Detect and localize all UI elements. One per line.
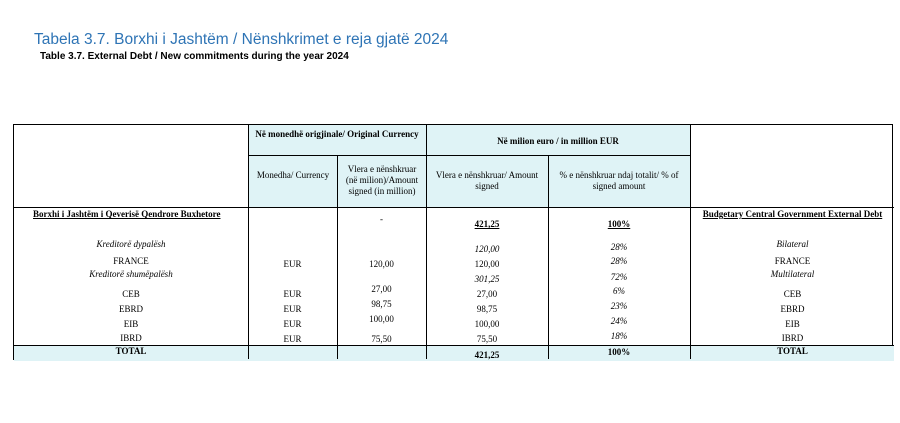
row-percent: 28% <box>610 256 628 266</box>
row-label-al: IBRD <box>120 333 142 343</box>
row-label-en: CEB <box>783 289 802 299</box>
row-label-en: EBRD <box>780 304 805 314</box>
row-label-al: CEB <box>122 289 140 299</box>
row-currency: EUR <box>283 319 302 329</box>
header-million-eur: Në milion euro / in million EUR <box>497 136 619 146</box>
row-label-en: Bilateral <box>776 239 809 249</box>
total-label-al: TOTAL <box>115 346 147 356</box>
page-subtitle: Table 3.7. External Debt / New commitments during the year 2024 <box>40 51 349 62</box>
row-percent: 6% <box>613 286 625 296</box>
section-label-al: Borxhi i Jashtëm i Qeverisë Qendrore Buxhetore <box>33 209 221 219</box>
header-amount-original: Vlera e nënshkruar (në milion)/Amount signed (in million) <box>345 164 419 196</box>
row-percent: 18% <box>610 331 628 341</box>
row-label-al: Kreditorë dypalësh <box>96 239 166 249</box>
header-percent: % e nënshkruar ndaj totalit/ % of signed amount <box>559 170 679 191</box>
header-amount-eur: Vlera e nënshkruar/ Amount signed <box>435 170 539 191</box>
row-amount-eur: 100,00 <box>474 319 500 329</box>
section-amount-original: - <box>380 214 383 224</box>
total-amount-eur: 421,25 <box>474 350 500 360</box>
total-label-en: TOTAL <box>777 346 808 356</box>
row-label-en: EIB <box>785 319 800 329</box>
row-amount-eur: 120,00 <box>474 244 500 254</box>
row-label-en: FRANCE <box>774 256 811 266</box>
page-title: Tabela 3.7. Borxhi i Jashtëm / Nënshkrimet e reja gjatë 2024 <box>34 31 449 48</box>
row-percent: 24% <box>610 316 628 326</box>
row-amount-eur: 75,50 <box>476 334 498 344</box>
external-debt-table <box>13 124 893 360</box>
section-percent: 100% <box>607 219 631 229</box>
row-amount-original: 120,00 <box>369 259 394 269</box>
row-label-al: EIB <box>123 319 139 329</box>
row-label-en: Multilateral <box>770 269 815 279</box>
row-amount-original: 98,75 <box>371 299 392 309</box>
row-label-en: IBRD <box>781 333 804 343</box>
section-label-en: Budgetary Central Government External Debt <box>702 209 883 219</box>
header-original-currency: Në monedhë origjinale/ Original Currency <box>255 129 419 139</box>
row-currency: EUR <box>283 289 302 299</box>
row-label-al: Kreditorë shumëpalësh <box>89 269 173 279</box>
row-amount-eur: 301,25 <box>474 274 500 284</box>
row-amount-eur: 27,00 <box>476 289 498 299</box>
row-amount-eur: 120,00 <box>474 259 500 269</box>
row-percent: 23% <box>610 301 628 311</box>
row-amount-original: 27,00 <box>371 284 392 294</box>
row-currency: EUR <box>283 304 302 314</box>
row-currency: EUR <box>283 334 302 344</box>
row-percent: 28% <box>610 242 628 252</box>
section-amount-eur: 421,25 <box>474 219 500 229</box>
total-percent: 100% <box>607 347 631 357</box>
row-percent: 72% <box>610 272 628 282</box>
header-currency: Monedha/ Currency <box>256 170 330 180</box>
row-amount-original: 100,00 <box>369 314 394 324</box>
row-label-al: FRANCE <box>113 256 149 266</box>
row-amount-eur: 98,75 <box>476 304 498 314</box>
row-amount-original: 75,50 <box>371 334 392 344</box>
row-label-al: EBRD <box>118 304 143 314</box>
row-currency: EUR <box>283 259 302 269</box>
